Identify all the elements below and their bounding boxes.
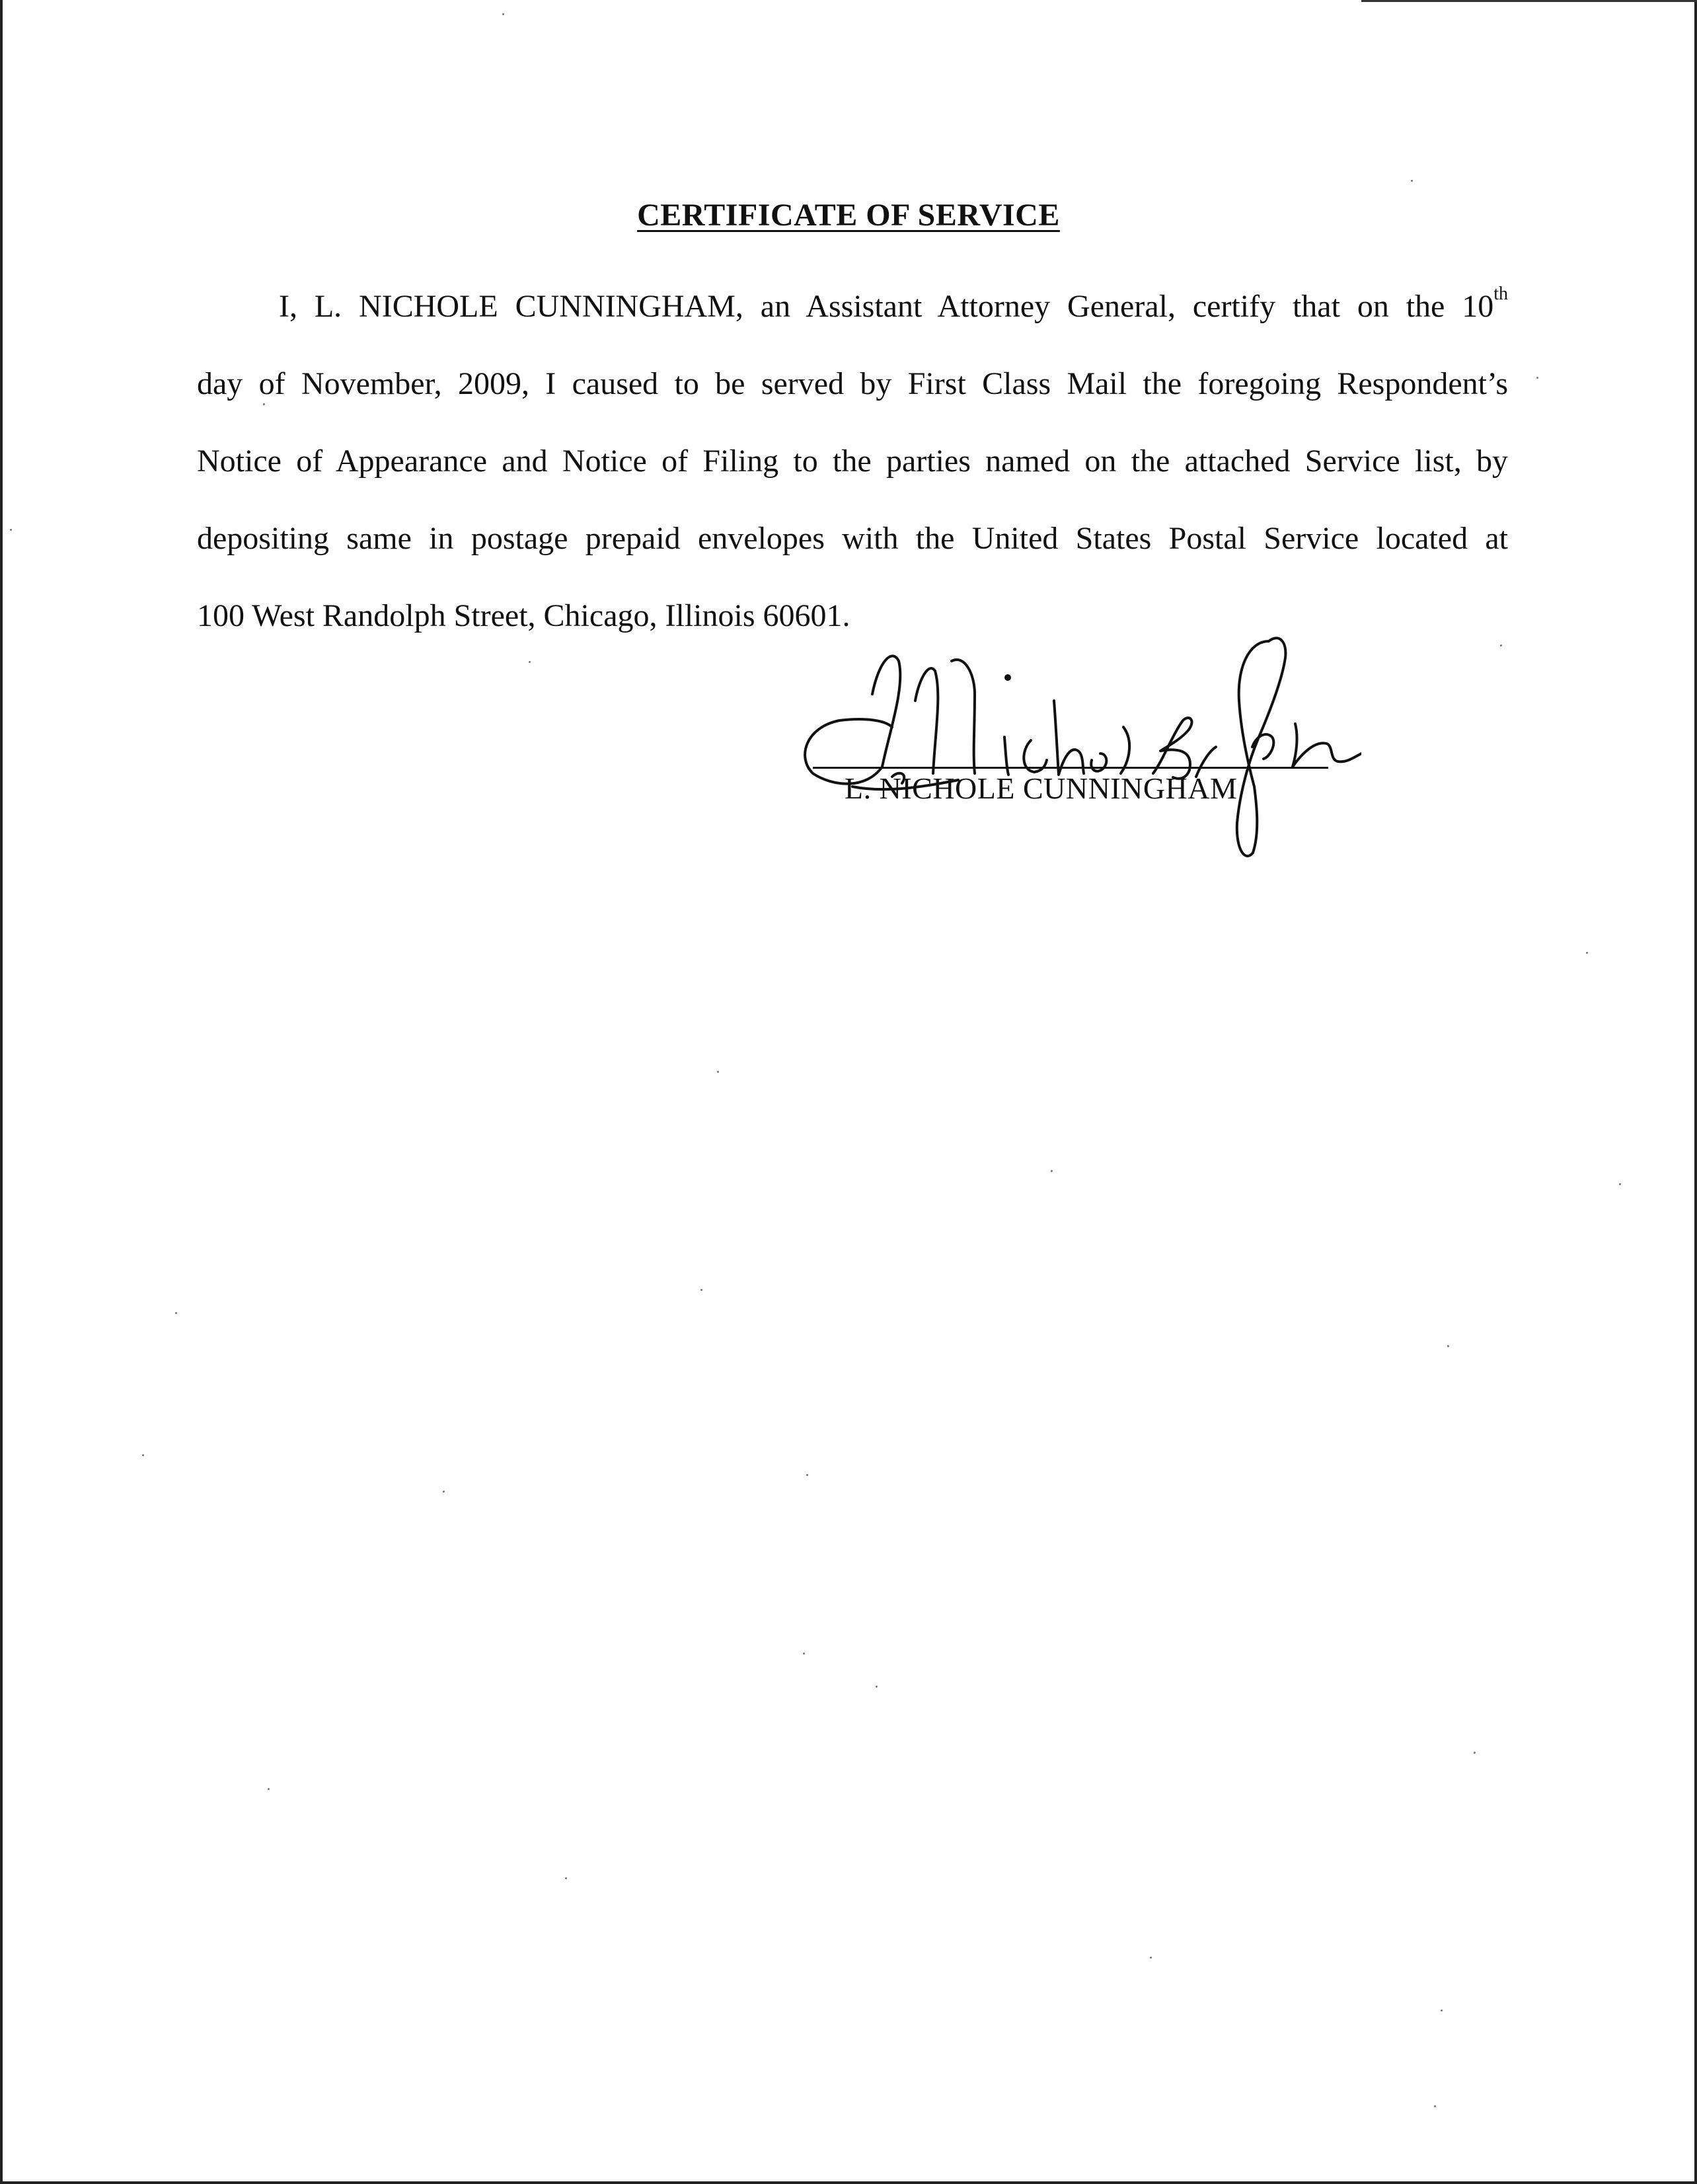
- scan-speck: [1434, 2105, 1436, 2107]
- scan-speck: [1619, 1183, 1621, 1185]
- scan-speck: [1536, 377, 1538, 379]
- certification-paragraph: [197, 268, 1508, 654]
- scan-speck: [806, 1474, 808, 1476]
- scan-speck: [142, 1454, 144, 1456]
- paragraph-line-4: depositing same in postage prepaid envelopes with the United States Postal Service located at: [197, 521, 1508, 556]
- scan-speck: [263, 403, 265, 405]
- scan-speck: [876, 1686, 878, 1688]
- scan-speck: [443, 1491, 445, 1493]
- scan-speck: [268, 1788, 270, 1790]
- paragraph-line-1: [197, 268, 1508, 345]
- paragraph-line-1-text: I, L. NICHOLE CUNNINGHAM, an Assistant Attorney General, certify that on the 10: [279, 289, 1494, 324]
- scan-speck: [1447, 1345, 1449, 1347]
- scan-speck: [175, 1312, 177, 1314]
- scan-edge-line: [1361, 0, 1697, 2]
- scan-speck: [1500, 644, 1502, 646]
- signer-printed-name: L. NICHOLE CUNNINGHAM: [845, 771, 1238, 805]
- scan-speck: [10, 529, 12, 531]
- scan-speck: [502, 13, 504, 15]
- paragraph-line-3: Notice of Appearance and Notice of Filing to the parties named on the attached Service list, by: [197, 444, 1508, 479]
- scan-speck: [1441, 2009, 1443, 2011]
- scan-speck: [565, 1877, 567, 1879]
- paragraph-line-2: day of November, 2009, I caused to be served by First Class Mail the foregoing Respondent’s: [197, 366, 1508, 401]
- scan-speck: [1586, 952, 1588, 954]
- document-title: CERTIFICATE OF SERVICE: [637, 198, 1060, 233]
- scan-speck: [1411, 180, 1413, 182]
- paragraph-line-5: 100 West Randolph Street, Chicago, Illinois 60601.: [197, 598, 850, 633]
- scan-speck: [803, 1653, 805, 1655]
- ordinal-superscript: th: [1493, 284, 1508, 304]
- handwritten-signature: [793, 621, 1361, 859]
- scan-speck: [1051, 1170, 1053, 1172]
- scan-speck: [717, 1071, 719, 1073]
- scan-speck: [529, 661, 531, 663]
- scan-speck: [700, 1289, 702, 1291]
- scan-speck: [1150, 1957, 1152, 1959]
- scan-speck: [1474, 1752, 1476, 1754]
